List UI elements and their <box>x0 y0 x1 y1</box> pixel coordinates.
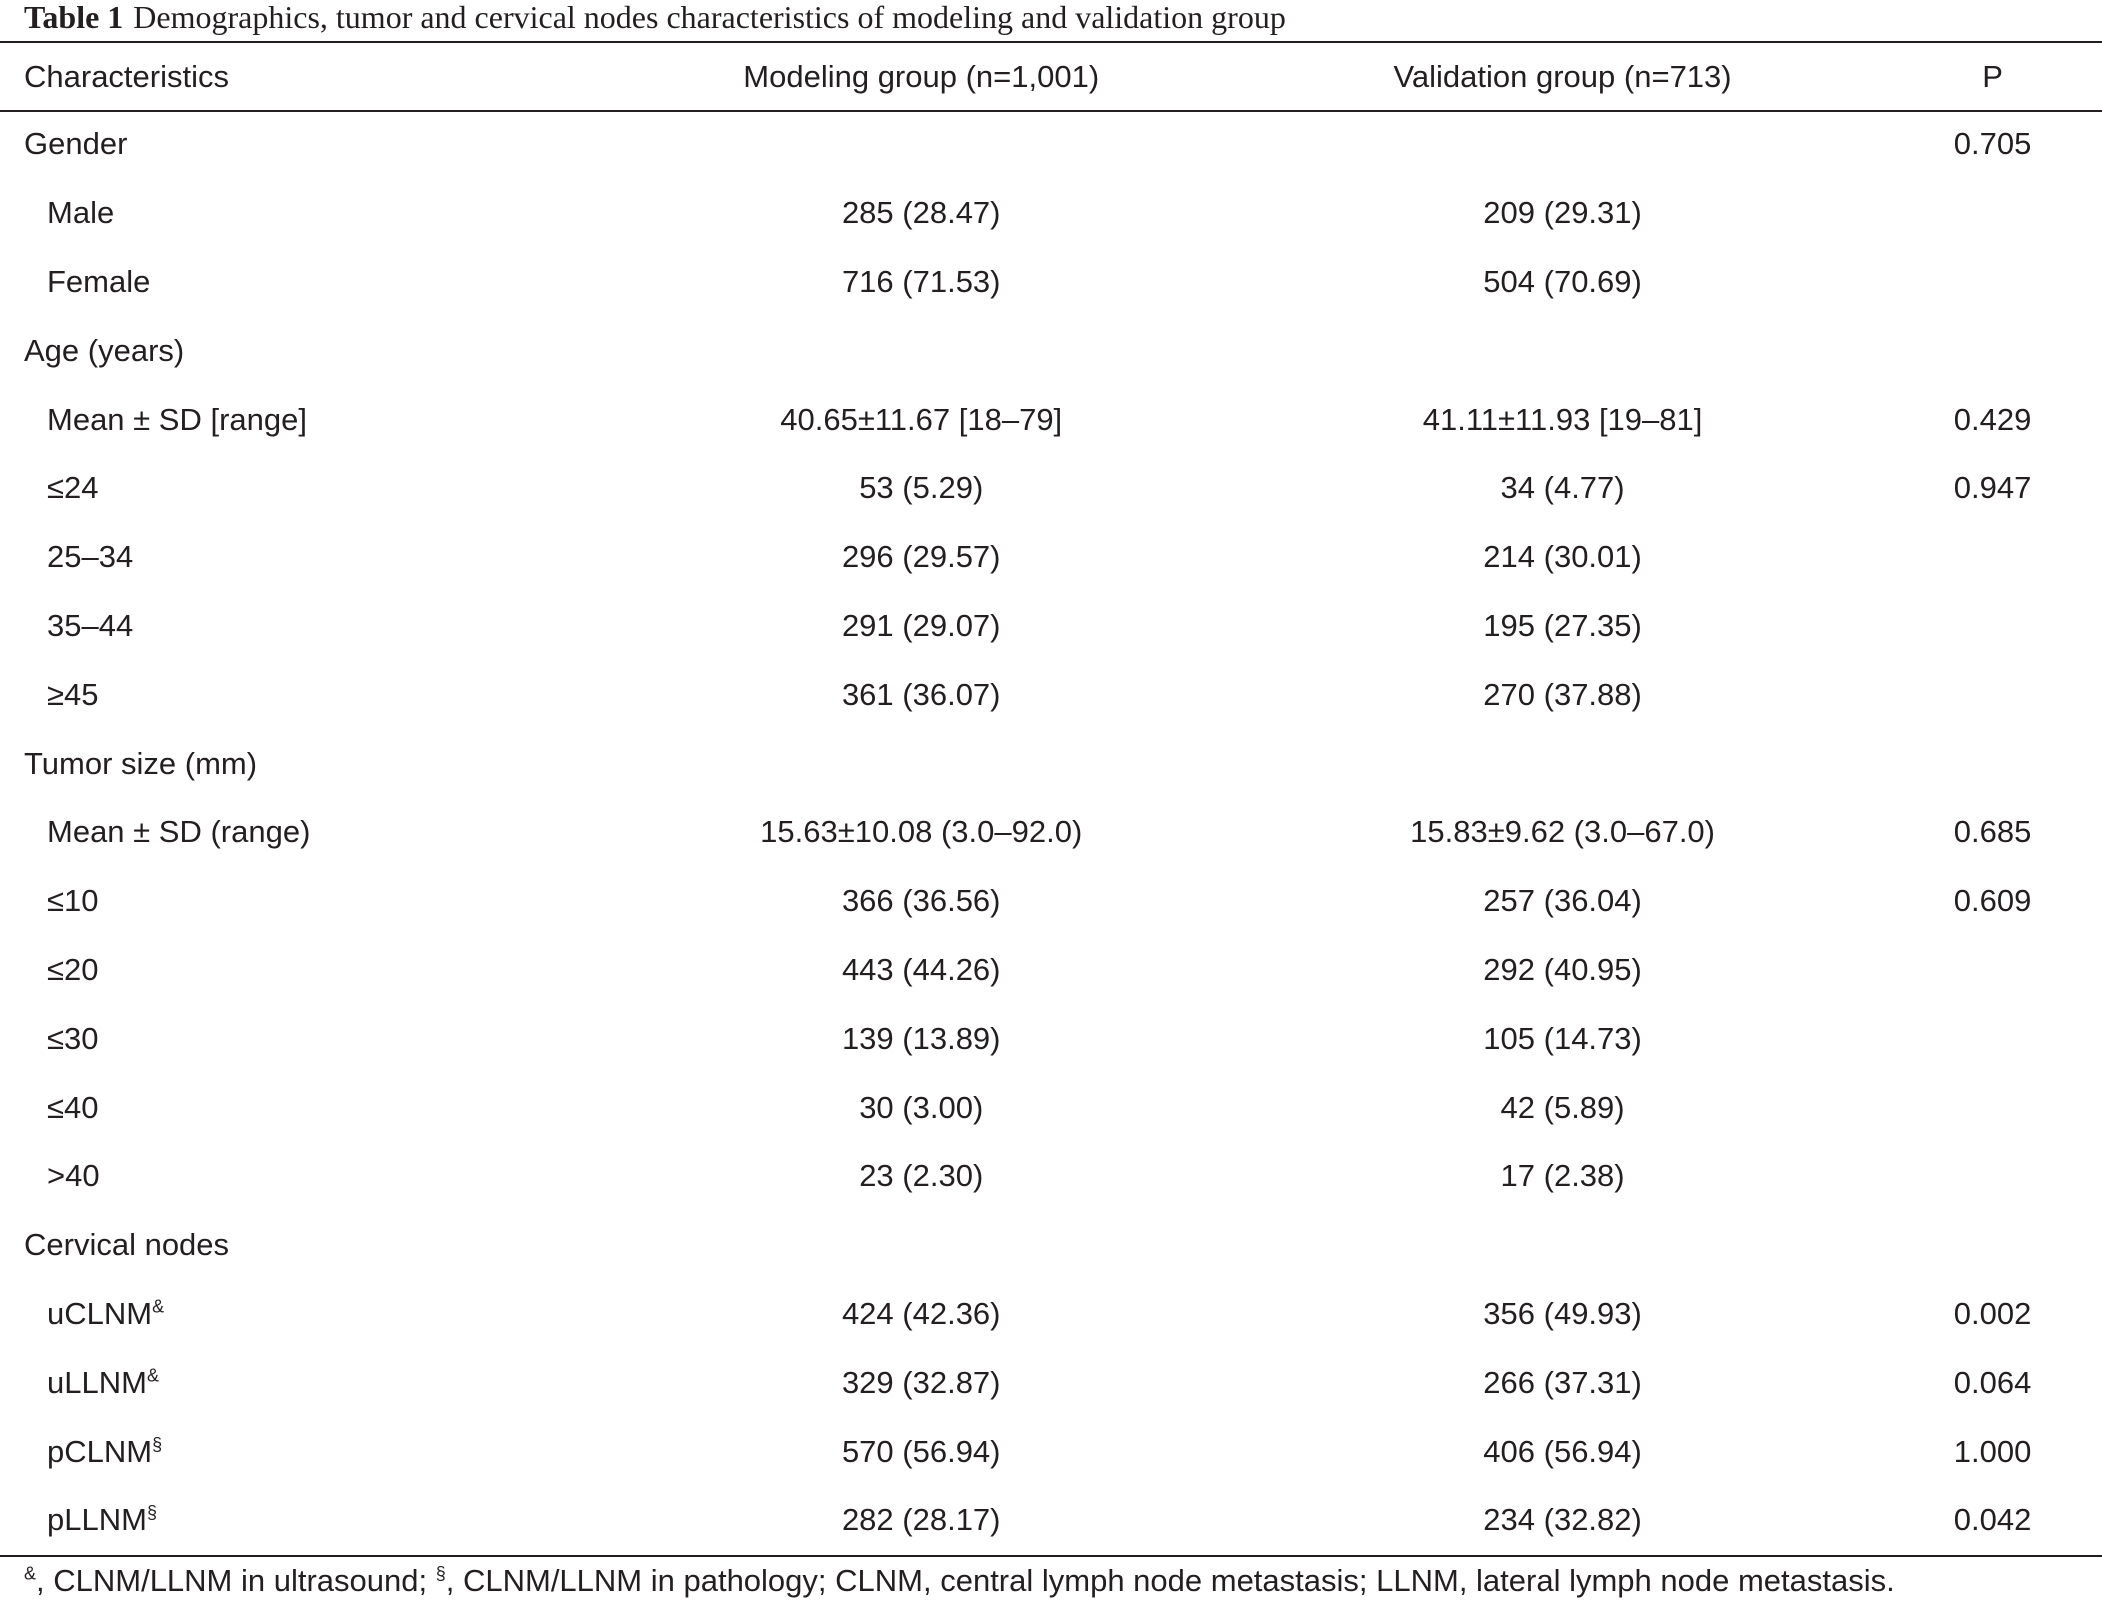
row-label-cell <box>0 1417 600 1486</box>
p-value <box>1883 179 2102 248</box>
table-row <box>0 936 2102 1005</box>
validation-value: 214 (30.01) <box>1483 539 1642 575</box>
validation-value: 504 (70.69) <box>1483 263 1642 299</box>
row-label-cell <box>0 936 600 1005</box>
table-row <box>0 798 2102 867</box>
validation-value: 406 (56.94) <box>1483 1433 1642 1469</box>
row-label-cell <box>0 179 600 248</box>
modeling-value: 361 (36.07) <box>841 676 1001 712</box>
row-label: ≤10 <box>47 883 99 919</box>
validation-value: 234 (32.82) <box>1483 1502 1642 1538</box>
validation-value: 209 (29.31) <box>1483 195 1642 231</box>
validation-value: 17 (2.38) <box>1500 1158 1625 1194</box>
row-label-cell <box>0 1142 600 1211</box>
row-label-cell <box>0 385 600 454</box>
p-value: 0.042 <box>1953 1502 2032 1538</box>
modeling-value: 296 (29.57) <box>841 539 1001 575</box>
table-body <box>0 110 2102 1555</box>
table-bottom-rule <box>0 1555 2102 1557</box>
p-value: 0.685 <box>1953 814 2032 850</box>
table-footnote <box>24 1563 1895 1599</box>
validation-value: 42 (5.89) <box>1500 1089 1625 1125</box>
row-label-cell <box>0 523 600 592</box>
row-label: Female <box>47 263 151 299</box>
p-value <box>1883 316 2102 385</box>
modeling-value: 570 (56.94) <box>841 1433 1001 1469</box>
table-row <box>0 1417 2102 1486</box>
row-label-cell <box>0 454 600 523</box>
table-row <box>0 1348 2102 1417</box>
row-label-cell <box>0 1348 600 1417</box>
validation-value: 34 (4.77) <box>1500 470 1625 506</box>
table-row <box>0 1142 2102 1211</box>
row-label: >40 <box>47 1158 100 1194</box>
footnote-text-pathology: , CLNM/LLNM in pathology; CLNM, central lymph node metastasis; LLNM, lateral lymph node metastasis. <box>445 1563 1895 1598</box>
table-section-row <box>0 729 2102 798</box>
validation-value <box>1242 110 1883 179</box>
header-p-value: P <box>1982 58 2003 94</box>
modeling-value: 30 (3.00) <box>859 1089 984 1125</box>
row-label-superscript: & <box>152 1296 165 1317</box>
modeling-value <box>600 316 1242 385</box>
validation-value: 195 (27.35) <box>1483 607 1642 643</box>
table-row <box>0 1486 2102 1555</box>
header-modeling-group: Modeling group (n=1,001) <box>743 58 1100 94</box>
row-label: pCLNM <box>47 1433 153 1469</box>
table-section-row <box>0 110 2102 179</box>
row-label-cell <box>0 1211 600 1280</box>
row-label: Gender <box>24 126 128 162</box>
validation-value <box>1242 1211 1883 1280</box>
modeling-value: 443 (44.26) <box>841 951 1001 987</box>
modeling-value: 282 (28.17) <box>841 1502 1001 1538</box>
row-label: Tumor size (mm) <box>24 745 258 781</box>
modeling-value: 366 (36.56) <box>841 883 1001 919</box>
validation-value: 15.83±9.62 (3.0–67.0) <box>1410 814 1715 850</box>
modeling-value: 15.63±10.08 (3.0–92.0) <box>760 814 1083 850</box>
p-value: 0.609 <box>1953 883 2032 919</box>
row-label: Mean ± SD [range] <box>47 401 307 437</box>
row-label: 35–44 <box>47 607 134 643</box>
row-label-cell <box>0 1486 600 1555</box>
validation-value: 356 (49.93) <box>1483 1295 1642 1331</box>
table-caption-label: Table 1 <box>24 0 124 35</box>
p-value <box>1883 592 2102 661</box>
row-label-superscript: & <box>146 1365 159 1386</box>
row-label-cell <box>0 592 600 661</box>
row-label: Age (years) <box>24 332 185 368</box>
modeling-value: 23 (2.30) <box>859 1158 984 1194</box>
row-label-cell <box>0 316 600 385</box>
validation-value <box>1242 316 1883 385</box>
modeling-value: 329 (32.87) <box>841 1364 1001 1400</box>
p-value <box>1883 248 2102 317</box>
table-row <box>0 385 2102 454</box>
row-label: pLLNM <box>47 1502 147 1538</box>
row-label-cell <box>0 110 600 179</box>
modeling-value <box>600 729 1242 798</box>
row-label: ≤24 <box>47 470 99 506</box>
row-label-superscript: § <box>152 1434 163 1455</box>
row-label-superscript: § <box>146 1503 157 1523</box>
p-value <box>1883 1211 2102 1280</box>
table-row <box>0 592 2102 661</box>
table-row <box>0 179 2102 248</box>
table-row <box>0 660 2102 729</box>
modeling-value: 716 (71.53) <box>841 263 1001 299</box>
row-label: ≥45 <box>47 676 99 712</box>
p-value: 0.947 <box>1953 470 2032 506</box>
table-row <box>0 1004 2102 1073</box>
row-label: uCLNM <box>47 1295 153 1331</box>
modeling-value: 139 (13.89) <box>841 1020 1001 1056</box>
p-value <box>1883 660 2102 729</box>
footnote-symbol-ampersand: & <box>24 1563 37 1584</box>
table-header-row <box>0 43 2102 110</box>
footnote-text-ultrasound: , CLNM/LLNM in ultrasound; <box>36 1563 436 1598</box>
table-row <box>0 248 2102 317</box>
characteristics-table <box>0 43 2102 1555</box>
table-row <box>0 1073 2102 1142</box>
row-label-cell <box>0 248 600 317</box>
row-label-cell <box>0 1073 600 1142</box>
modeling-value <box>600 1211 1242 1280</box>
p-value: 0.429 <box>1953 401 2032 437</box>
p-value: 1.000 <box>1953 1433 2032 1469</box>
validation-value: 292 (40.95) <box>1483 951 1642 987</box>
p-value: 0.064 <box>1953 1364 2032 1400</box>
p-value: 0.002 <box>1953 1295 2032 1331</box>
row-label: ≤20 <box>47 951 99 987</box>
table-section-row <box>0 1211 2102 1280</box>
table-caption <box>24 0 1286 36</box>
p-value: 0.705 <box>1953 126 2032 162</box>
validation-value <box>1242 729 1883 798</box>
p-value <box>1883 1142 2102 1211</box>
row-label-cell <box>0 1004 600 1073</box>
row-label-cell <box>0 1280 600 1349</box>
row-label-cell <box>0 867 600 936</box>
row-label-cell <box>0 729 600 798</box>
p-value <box>1883 1073 2102 1142</box>
table-row <box>0 1280 2102 1349</box>
row-label: Male <box>47 195 115 231</box>
row-label: 25–34 <box>47 539 134 575</box>
table-row <box>0 454 2102 523</box>
validation-value: 266 (37.31) <box>1483 1364 1642 1400</box>
p-value <box>1883 936 2102 1005</box>
row-label: Mean ± SD (range) <box>47 814 311 850</box>
table-row <box>0 523 2102 592</box>
header-validation-group: Validation group (n=713) <box>1393 58 1732 94</box>
validation-value: 105 (14.73) <box>1483 1020 1642 1056</box>
table-row <box>0 867 2102 936</box>
modeling-value: 291 (29.07) <box>841 607 1001 643</box>
modeling-value: 40.65±11.67 [18–79] <box>780 401 1063 437</box>
validation-value: 41.11±11.93 [19–81] <box>1422 401 1703 437</box>
modeling-value: 285 (28.47) <box>841 195 1001 231</box>
table-section-row <box>0 316 2102 385</box>
header-characteristics: Characteristics <box>24 58 229 94</box>
row-label: ≤40 <box>47 1089 99 1125</box>
p-value <box>1883 1004 2102 1073</box>
modeling-value: 424 (42.36) <box>841 1295 1001 1331</box>
modeling-value <box>600 110 1242 179</box>
modeling-value: 53 (5.29) <box>859 470 984 506</box>
p-value <box>1883 729 2102 798</box>
footnote-symbol-section: § <box>435 1563 446 1584</box>
row-label: uLLNM <box>47 1364 147 1400</box>
table-caption-text: Demographics, tumor and cervical nodes characteristics of modeling and validation group <box>133 0 1286 35</box>
validation-value: 257 (36.04) <box>1483 883 1642 919</box>
validation-value: 270 (37.88) <box>1483 676 1642 712</box>
p-value <box>1883 523 2102 592</box>
row-label-cell <box>0 660 600 729</box>
row-label: Cervical nodes <box>24 1227 230 1263</box>
row-label: ≤30 <box>47 1020 99 1056</box>
row-label-cell <box>0 798 600 867</box>
